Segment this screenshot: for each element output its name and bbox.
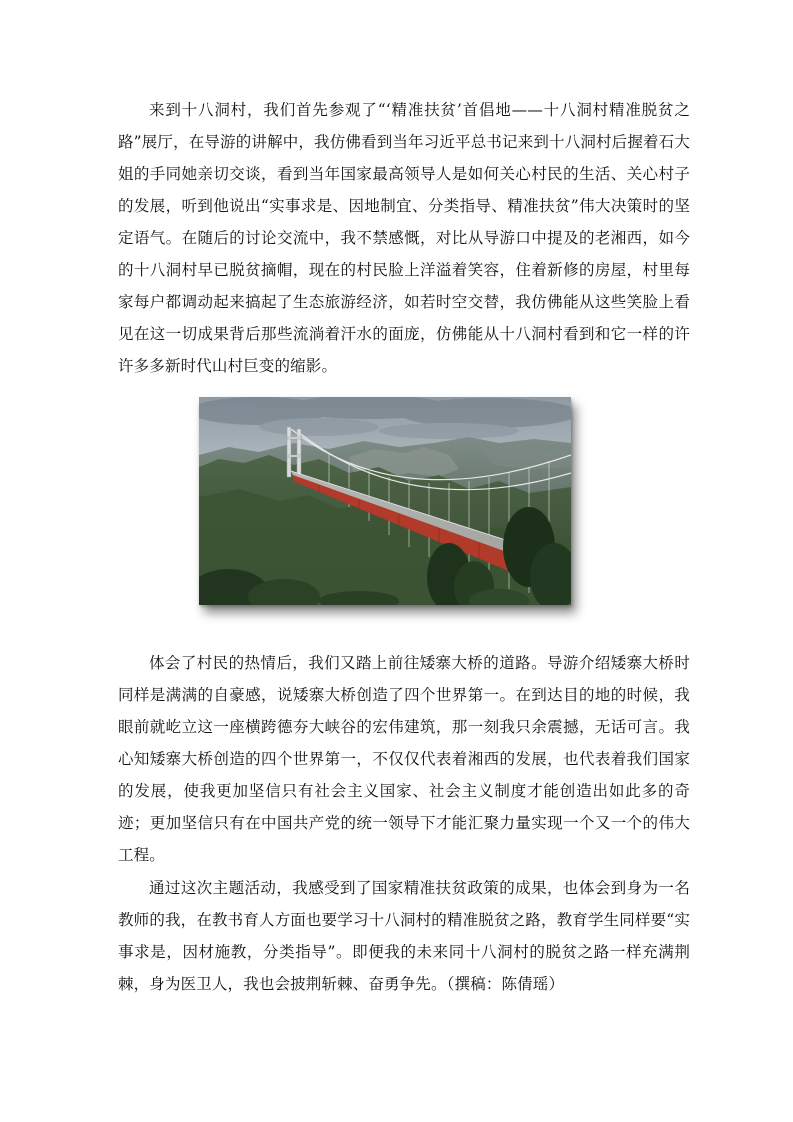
bridge-photo-illustration (199, 397, 571, 605)
paragraph-aizhai-bridge: 体会了村民的热情后，我们又踏上前往矮寨大桥的道路。导游介绍矮寨大桥时同样是满满的自豪感，说矮寨大桥创造了四个世界第一。在到达目的地的时候，我眼前就屹立这一座横跨德夯大峡谷的宏伟建筑，那一刻我只余震撼，无话可言。我心知矮寨大桥创造的四个世界第一，不仅仅代表着湘西的发展，也代表着我们国家的发展，使我更加坚信只有社会主义国家、社会主义制度才能创造出如此多的奇迹；更加坚信只有在中国共产党的统一领导下才能汇聚力量实现一个又一个的伟大工程。 (118, 654, 690, 864)
paragraph-reflection: 通过这次主题活动，我感受到了国家精准扶贫政策的成果，也体会到身为一名教师的我，在教书育人方面也要学习十八洞村的精准脱贫之路，教育学生同样要“实事求是，因材施教，分类指导”。即便我的未来同十八洞村的脱贫之路一样充满荆棘，身为医卫人，我也会披荆斩棘、奋勇争先。（撰稿：陈倩瑶） (118, 879, 690, 993)
paragraph-shibadong-visit: 来到十八洞村，我们首先参观了“‘精准扶贫’首倡地——十八洞村精准脱贫之路”展厅，在导游的讲解中，我仿佛看到当年习近平总书记来到十八洞村后握着石大姐的手同她亲切交谈，看到当年国家最高领导人是如何关心村民的生活、关心村子的发展，听到他说出“实事求是、因地制宜、分类指导、精准扶贫”伟大决策时的坚定语气。在随后的讨论交流中，我不禁感慨，对比从导游口中提及的老湘西，如今的十八洞村早已脱贫摘帽，现在的村民脸上洋溢着笑容，住着新修的房屋，村里每家每户都调动起来搞起了生态旅游经济，如若时空交替，我仿佛能从这些笑脸上看见在这一切成果背后那些流淌着汗水的面庞，仿佛能从十八洞村看到和它一样的许许多多新时代山村巨变的缩影。 (118, 101, 690, 375)
aizhai-bridge-photo (199, 397, 571, 605)
